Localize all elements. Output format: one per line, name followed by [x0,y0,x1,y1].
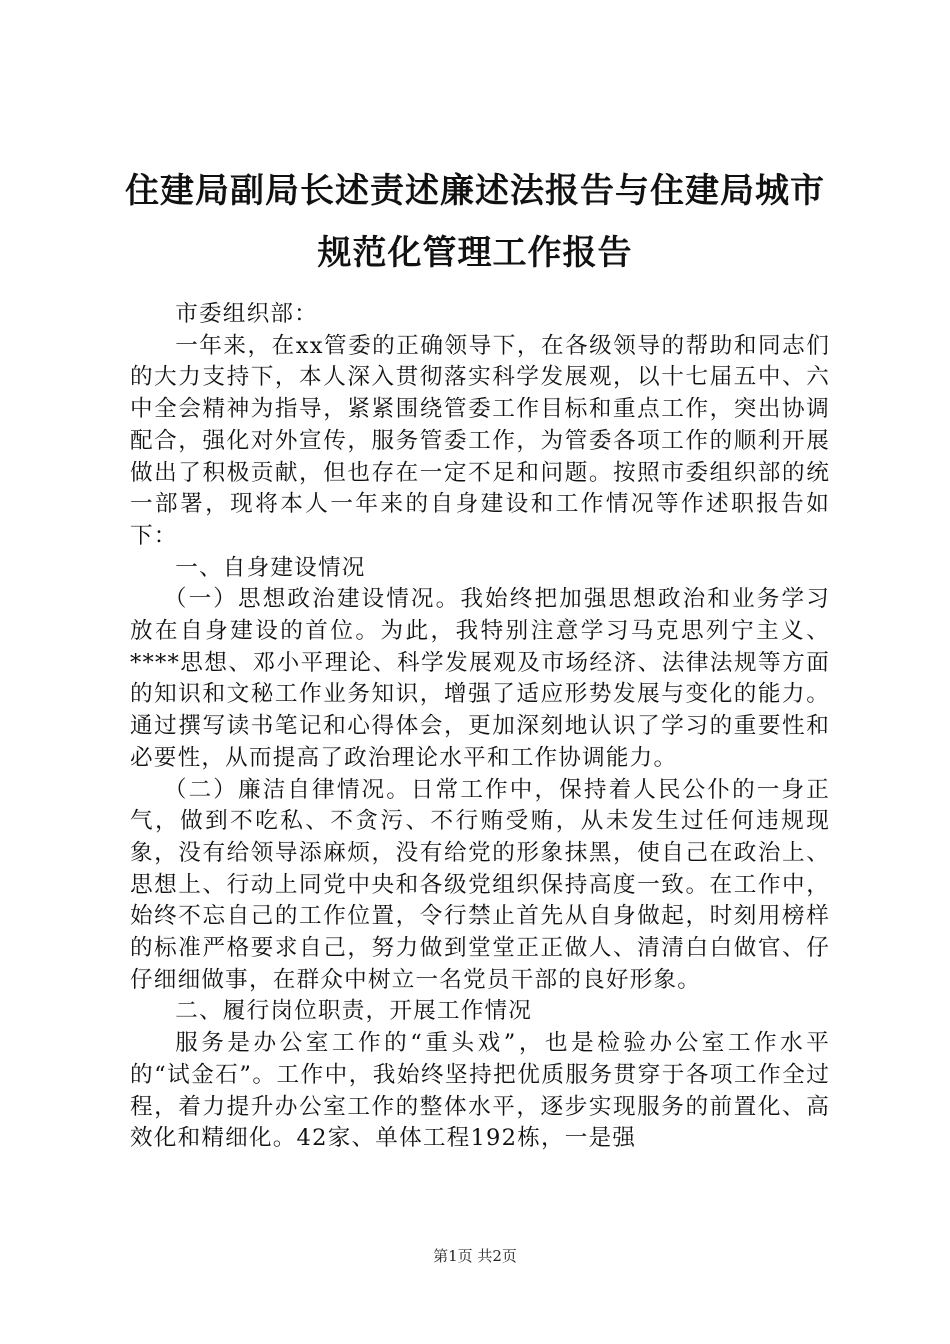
paragraph-service: 服务是办公室工作的“重头戏”，也是检验办公室工作水平的“试金石”。工作中，我始终坚持把优质服务贯穿于各项工作全过程，着力提升办公室工作的整体水平，逐步实现服务的前置化、高效化和精细化。42家、单体工程192栋，一是强 [130,1030,830,1152]
document-title: 住建局副局长述责述廉述法报告与住建局城市规范化管理工作报告 [125,171,825,273]
section-heading-1: 一、自身建设情况 [175,554,366,581]
salutation: 市委组织部： [175,301,318,327]
paragraph-political: （一）思想政治建设情况。我始终把加强思想政治和业务学习放在自身建设的首位。为此，我特别注意学习马克思列宁主义、****思想、邓小平理论、科学发展观及市场经济、法律法规等方面的知识和文秘工作业务知识，增强了适应形势发展与变化的能力。通过撰写读书笔记和心得体会，更加深刻地认识了学习的重要性和必要性，从而提高了政治理论水平和工作协调能力。 [130,586,830,771]
section-heading-2: 二、履行岗位职责，开展工作情况 [175,998,533,1025]
page-footer: 第1页 共2页 [433,1247,517,1265]
document-body [130,299,830,1155]
paragraph-intro: 一年来，在xx管委的正确领导下，在各级领导的帮助和同志们的大力支持下，本人深入贯彻落实科学发展观，以十七届五中、六中全会精神为指导，紧紧围绕管委工作目标和重点工作，突出协调配合，强化对外宣传，服务管委工作，为管委各项工作的顺利开展做出了积极贡献，但也存在一定不足和问题。按照市委组织部的统一部署，现将本人一年来的自身建设和工作情况等作述职报告如下： [130,332,830,549]
paragraph-integrity: （二）廉洁自律情况。日常工作中，保持着人民公仆的一身正气，做到不吃私、不贪污、不行贿受贿，从未发生过任何违规现象，没有给领导添麻烦，没有给党的形象抹黑，使自己在政治上、思想上、行动上同党中央和各级党组织保持高度一致。在工作中，始终不忘自己的工作位置，令行禁止首先从自身做起，时刻用榜样的标准严格要求自己，努力做到堂堂正正做人、清清白白做官、仔仔细细做事，在群众中树立一名党员干部的良好形象。 [130,776,830,993]
